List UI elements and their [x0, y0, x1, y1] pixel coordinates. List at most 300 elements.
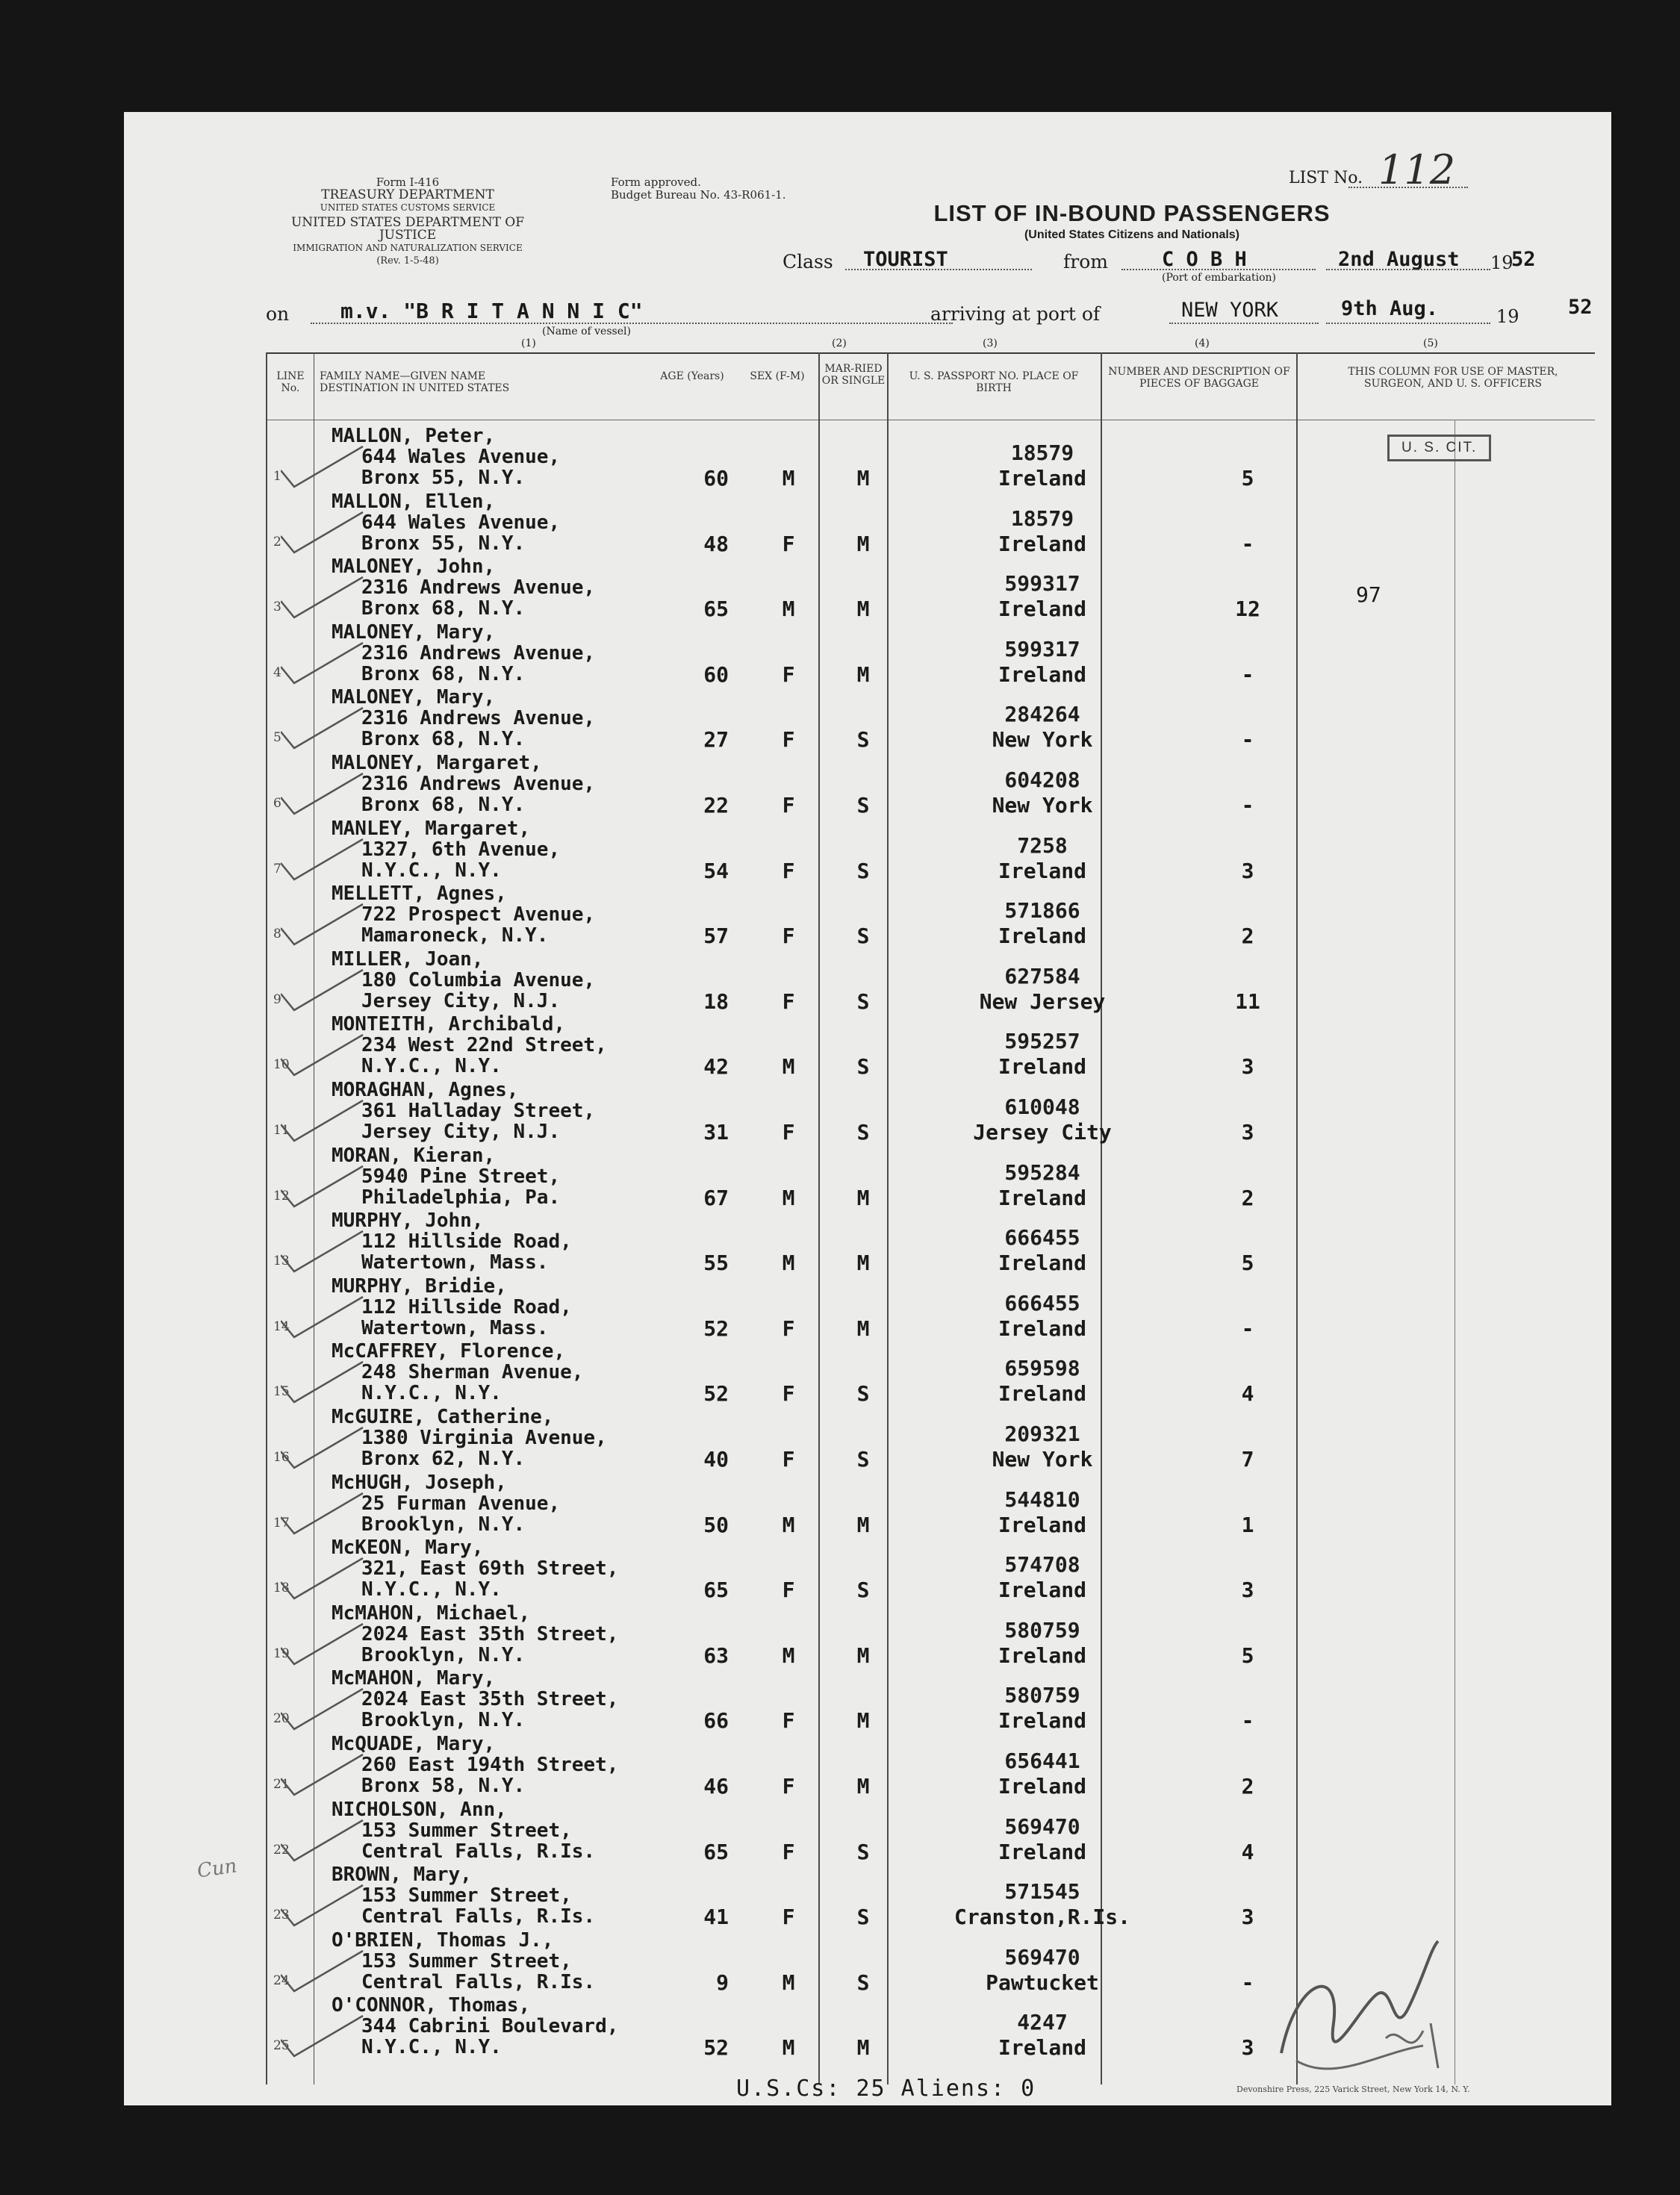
passenger-name: MELLETT, Agnes, — [332, 882, 507, 906]
age-value: 60 — [703, 466, 729, 491]
baggage-count: - — [1241, 1970, 1254, 1995]
marital-status: M — [856, 2035, 870, 2061]
address-street: 1327, 6th Avenue, — [361, 838, 561, 861]
revision-date: (Rev. 1-5-48) — [376, 255, 439, 267]
passport-number: 544810 — [1004, 1486, 1080, 1512]
treasury-department: TREASURY DEPARTMENT — [321, 187, 494, 202]
address-city: Bronx 68, N.Y. — [361, 794, 526, 816]
justice-department: UNITED STATES DEPARTMENT OF JUSTICE — [290, 215, 525, 243]
passenger-name: McMAHON, Mary, — [332, 1667, 496, 1690]
place-of-birth: Ireland — [998, 1185, 1086, 1210]
place-of-birth: New York — [992, 1447, 1093, 1472]
place-of-birth: Ireland — [998, 1643, 1086, 1668]
place-of-birth: Jersey City — [973, 1120, 1112, 1145]
passport-number: 599317 — [1004, 571, 1080, 597]
passenger-row — [124, 818, 1611, 884]
sex-value: M — [782, 1512, 795, 1537]
marital-status: M — [856, 1643, 870, 1668]
vessel-line — [311, 323, 953, 324]
baggage-count: 11 — [1235, 988, 1260, 1014]
passport-number: 574708 — [1004, 1552, 1080, 1578]
age-value: 40 — [703, 1447, 729, 1472]
address-street: 248 Sherman Avenue, — [361, 1361, 584, 1384]
place-of-birth: Ireland — [998, 1774, 1086, 1799]
header-passport: U. S. PASSPORT NO. PLACE OF BIRTH — [909, 370, 1079, 394]
signature-scrawl — [1251, 1934, 1475, 2098]
age-value: 54 — [703, 858, 729, 883]
passport-number: 571866 — [1004, 898, 1080, 924]
check-mark-icon — [281, 1618, 370, 1670]
address-city: Central Falls, R.Is. — [361, 1905, 596, 1928]
header-officers: THIS COLUMN FOR USE OF MASTER, SURGEON, AND U. S. OFFICERS — [1348, 366, 1558, 390]
address-street: 260 East 194th Street, — [361, 1754, 619, 1776]
sex-value: M — [782, 1185, 795, 1210]
address-city: Bronx 68, N.Y. — [361, 662, 526, 685]
check-mark-icon — [281, 1879, 370, 1931]
check-mark-icon — [281, 1683, 370, 1735]
address-street: 2316 Andrews Avenue, — [361, 773, 596, 795]
passenger-name: NICHOLSON, Ann, — [332, 1798, 507, 1821]
address-street: 234 West 22nd Street, — [361, 1034, 607, 1057]
passenger-name: McQUADE, Mary, — [332, 1733, 496, 1755]
check-mark-icon — [281, 1422, 370, 1474]
baggage-count: - — [1241, 531, 1254, 556]
address-street: 2316 Andrews Avenue, — [361, 641, 596, 664]
place-of-birth: Ireland — [998, 2035, 1086, 2061]
age-value: 52 — [703, 1316, 729, 1341]
passenger-name: MURPHY, Bridie, — [332, 1274, 507, 1298]
place-of-birth: Ireland — [998, 531, 1086, 556]
sex-value: F — [782, 1774, 795, 1799]
address-city: Bronx 58, N.Y. — [361, 1775, 526, 1797]
address-city: N.Y.C., N.Y. — [361, 859, 502, 882]
check-mark-icon — [281, 637, 370, 689]
check-mark-icon — [281, 702, 370, 754]
line-number: 8 — [273, 927, 281, 942]
passport-number: 595257 — [1004, 1029, 1080, 1054]
passport-number: 18579 — [1010, 505, 1074, 531]
line-number: 25 — [273, 2038, 290, 2054]
arrival-date: 9th Aug. — [1341, 297, 1439, 320]
sex-value: F — [782, 727, 795, 753]
passport-number: 284264 — [1004, 702, 1080, 727]
baggage-count: 5 — [1241, 1643, 1254, 1668]
address-city: Brooklyn, N.Y. — [361, 1643, 526, 1666]
baggage-count: 3 — [1241, 1905, 1254, 1930]
passport-number: 666455 — [1004, 1225, 1080, 1251]
passenger-name: McKEON, Mary, — [332, 1536, 484, 1560]
age-value: 9 — [716, 1970, 729, 1995]
baggage-count: 3 — [1241, 1578, 1254, 1603]
check-mark-icon — [281, 1552, 370, 1604]
check-mark-icon — [281, 1291, 370, 1343]
arrival-year: 52 — [1568, 296, 1593, 319]
sex-value: F — [782, 988, 795, 1014]
check-mark-icon — [281, 1095, 370, 1147]
marital-status: S — [856, 1970, 870, 1995]
marital-status: S — [856, 1905, 870, 1930]
col-number-4: (4) — [1195, 337, 1210, 349]
address-street: 5940 Pine Street, — [361, 1165, 561, 1188]
passenger-name: MALONEY, John, — [332, 555, 496, 579]
address-street: 644 Wales Avenue, — [361, 511, 561, 534]
address-city: Central Falls, R.Is. — [361, 1970, 596, 1993]
marital-status: S — [856, 1447, 870, 1472]
place-of-birth: Ireland — [998, 1512, 1086, 1537]
header-line-no: LINE No. — [276, 370, 305, 394]
address-street: 644 Wales Avenue, — [361, 446, 561, 468]
address-city: Bronx 55, N.Y. — [361, 467, 526, 489]
line-number: 13 — [273, 1254, 290, 1269]
passenger-name: MALONEY, Mary, — [332, 620, 496, 644]
passport-number: 656441 — [1004, 1749, 1080, 1773]
address-city: Central Falls, R.Is. — [361, 1840, 596, 1863]
passenger-name: McHUGH, Joseph, — [332, 1471, 507, 1494]
age-value: 66 — [703, 1708, 729, 1734]
passenger-row — [124, 491, 1611, 557]
passenger-row — [124, 1799, 1611, 1865]
age-value: 55 — [703, 1251, 729, 1276]
vessel-note: (Name of vessel) — [542, 326, 631, 337]
arriving-label: arriving at port of — [930, 303, 1101, 325]
ins-service: IMMIGRATION AND NATURALIZATION SERVICE — [293, 243, 523, 253]
passport-number: 569470 — [1004, 1944, 1080, 1970]
check-mark-icon — [281, 833, 370, 885]
sex-value: F — [782, 793, 795, 818]
place-of-birth: Ireland — [998, 466, 1086, 491]
check-mark-icon — [281, 1749, 370, 1801]
address-city: Watertown, Mass. — [361, 1316, 549, 1339]
passenger-name: O'CONNOR, Thomas, — [332, 1994, 531, 2017]
passenger-row — [124, 1341, 1611, 1407]
document-title: LIST OF IN-BOUND PASSENGERS — [933, 200, 1331, 226]
marital-status: M — [856, 597, 870, 622]
check-mark-icon — [281, 1160, 370, 1212]
baggage-count: 3 — [1241, 2035, 1254, 2061]
age-value: 65 — [703, 1578, 729, 1603]
passenger-row — [124, 1014, 1611, 1080]
passenger-row — [124, 687, 1611, 753]
passport-number: 666455 — [1004, 1290, 1080, 1316]
passport-number: 571545 — [1004, 1879, 1080, 1905]
address-street: 153 Summer Street, — [361, 1819, 572, 1842]
place-of-birth: Ireland — [998, 1251, 1086, 1276]
passenger-name: MALONEY, Mary, — [332, 686, 496, 709]
from-port: C O B H — [1162, 248, 1247, 271]
address-street: 112 Hillside Road, — [361, 1295, 572, 1318]
address-city: N.Y.C., N.Y. — [361, 1382, 502, 1405]
passport-number: 209321 — [1004, 1422, 1080, 1446]
sex-value: M — [782, 1970, 795, 1995]
baggage-count: - — [1241, 1708, 1254, 1734]
line-number: 11 — [273, 1123, 290, 1138]
passenger-name: MALONEY, Margaret, — [332, 752, 542, 774]
passport-number: 604208 — [1004, 768, 1080, 792]
sex-value: F — [782, 531, 795, 556]
passenger-list-document — [124, 112, 1611, 2105]
passenger-row — [124, 1145, 1611, 1211]
check-mark-icon — [281, 768, 370, 820]
age-value: 52 — [703, 2035, 729, 2061]
place-of-birth: Ireland — [998, 924, 1086, 949]
address-street: 2316 Andrews Avenue, — [361, 576, 596, 600]
age-value: 50 — [703, 1512, 729, 1537]
address-street: 1380 Virginia Avenue, — [361, 1427, 607, 1449]
sex-value: F — [782, 924, 795, 949]
baggage-count: 4 — [1241, 1381, 1254, 1407]
date-line — [1326, 269, 1490, 270]
header-baggage: NUMBER AND DESCRIPTION OF PIECES OF BAGGAGE — [1108, 366, 1290, 390]
passport-number: 569470 — [1004, 1813, 1080, 1839]
table-top-rule — [266, 352, 1595, 354]
check-mark-icon — [281, 1225, 370, 1277]
place-of-birth: Ireland — [998, 1839, 1086, 1864]
arrival-port: NEW YORK — [1181, 299, 1279, 322]
class-value: TOURIST — [863, 248, 948, 271]
age-value: 41 — [703, 1905, 729, 1930]
passenger-row — [124, 1537, 1611, 1603]
line-number: 23 — [273, 1908, 290, 1923]
marital-status: S — [856, 858, 870, 883]
baggage-count: - — [1241, 727, 1254, 753]
place-of-birth: Ireland — [998, 858, 1086, 883]
sex-value: F — [782, 1839, 795, 1864]
marital-status: M — [856, 466, 870, 491]
line-number: 22 — [273, 1842, 290, 1858]
passenger-row — [124, 622, 1611, 688]
baggage-count: 12 — [1235, 597, 1260, 622]
passport-number: 580759 — [1004, 1683, 1080, 1708]
address-city: Bronx 68, N.Y. — [361, 728, 526, 751]
sex-value: M — [782, 1643, 795, 1668]
officer-note: 97 — [1356, 582, 1381, 607]
baggage-count: 2 — [1241, 924, 1254, 949]
place-of-birth: New York — [992, 727, 1093, 753]
baggage-count: 5 — [1241, 1251, 1254, 1276]
address-city: Brooklyn, N.Y. — [361, 1513, 526, 1536]
address-city: Bronx 68, N.Y. — [361, 597, 526, 620]
address-street: 112 Hillside Road, — [361, 1230, 572, 1254]
passenger-name: McCAFFREY, Florence, — [332, 1340, 566, 1363]
passenger-row — [124, 426, 1611, 491]
place-of-birth: Ireland — [998, 1054, 1086, 1080]
arrival-date-line — [1326, 323, 1490, 324]
passport-number: 580759 — [1004, 1617, 1080, 1643]
passport-number: 18579 — [1010, 440, 1074, 465]
line-number: 24 — [273, 1973, 290, 1988]
marital-status: M — [856, 1185, 870, 1210]
line-number: 10 — [273, 1057, 290, 1073]
check-mark-icon — [281, 506, 370, 558]
marital-status: S — [856, 1381, 870, 1407]
marital-status: S — [856, 1054, 870, 1080]
place-of-birth: Cranston,R.Is. — [953, 1905, 1130, 1930]
address-street: 344 Cabrini Boulevard, — [361, 2015, 619, 2038]
line-number: 6 — [273, 796, 281, 811]
passenger-name: MORAN, Kieran, — [332, 1144, 496, 1167]
passport-number: 599317 — [1004, 636, 1080, 661]
sex-value: F — [782, 858, 795, 883]
line-number: 17 — [273, 1515, 290, 1531]
passenger-row — [124, 1080, 1611, 1145]
age-value: 18 — [703, 988, 729, 1014]
address-city: Bronx 55, N.Y. — [361, 532, 526, 555]
marital-status: M — [856, 1774, 870, 1799]
baggage-count: 3 — [1241, 1054, 1254, 1080]
place-of-birth: New York — [992, 793, 1093, 818]
line-number: 3 — [273, 600, 281, 615]
age-value: 48 — [703, 531, 729, 556]
col-number-5: (5) — [1423, 337, 1438, 349]
passenger-row — [124, 753, 1611, 818]
passenger-name: McGUIRE, Catherine, — [332, 1406, 554, 1428]
line-number: 2 — [273, 534, 281, 549]
address-city: N.Y.C., N.Y. — [361, 1578, 502, 1601]
form-number: Form I-416 — [376, 175, 440, 189]
passenger-row — [124, 1210, 1611, 1276]
header-age: AGE (Years) — [660, 370, 724, 382]
address-street: 2316 Andrews Avenue, — [361, 707, 596, 730]
passenger-row — [124, 949, 1611, 1015]
marital-status: S — [856, 924, 870, 949]
passport-number: 4247 — [1017, 2010, 1068, 2035]
check-mark-icon — [281, 1945, 370, 1997]
check-mark-icon — [281, 1356, 370, 1408]
address-city: N.Y.C., N.Y. — [361, 2036, 502, 2059]
sex-value: F — [782, 1578, 795, 1603]
passenger-row — [124, 1668, 1611, 1734]
line-number: 9 — [273, 991, 281, 1007]
passenger-name: MORAGHAN, Agnes, — [332, 1079, 519, 1101]
baggage-count: 3 — [1241, 858, 1254, 883]
list-number-label: LIST No. — [1289, 169, 1363, 187]
address-street: 321, East 69th Street, — [361, 1557, 619, 1581]
sex-value: F — [782, 1447, 795, 1472]
marital-status: S — [856, 988, 870, 1014]
baggage-count: - — [1241, 661, 1254, 687]
sex-value: M — [782, 597, 795, 622]
address-street: 180 Columbia Avenue, — [361, 968, 596, 991]
margin-handwriting: Cun — [196, 1855, 239, 1883]
marital-status: S — [856, 1120, 870, 1145]
check-mark-icon — [281, 1487, 370, 1539]
year-prefix: 19 — [1490, 252, 1513, 273]
passenger-name: MILLER, Joan, — [332, 947, 484, 971]
passenger-row — [124, 1407, 1611, 1472]
line-number: 20 — [273, 1711, 290, 1727]
place-of-birth: Ireland — [998, 1578, 1086, 1603]
sex-value: F — [782, 1316, 795, 1341]
port-embarkation-note: (Port of embarkation) — [1162, 272, 1276, 284]
age-value: 57 — [703, 924, 729, 949]
marital-status: M — [856, 1251, 870, 1276]
check-mark-icon — [281, 898, 370, 950]
passenger-row — [124, 1276, 1611, 1342]
sex-value: F — [782, 1381, 795, 1407]
address-street: 25 Furman Avenue, — [361, 1492, 561, 1515]
sex-value: M — [782, 2035, 795, 2061]
budget-bureau: Budget Bureau No. 43-R061-1. — [611, 188, 786, 202]
address-city: Philadelphia, Pa. — [361, 1186, 561, 1209]
sex-value: M — [782, 466, 795, 491]
passenger-row — [124, 1472, 1611, 1538]
line-number: 5 — [273, 730, 281, 746]
marital-status: S — [856, 727, 870, 753]
check-mark-icon — [281, 1814, 370, 1866]
age-value: 27 — [703, 727, 729, 753]
marital-status: M — [856, 1708, 870, 1734]
col-number-1: (1) — [521, 337, 536, 349]
age-value: 22 — [703, 793, 729, 818]
marital-status: S — [856, 1839, 870, 1864]
passenger-row — [124, 556, 1611, 622]
us-citizen-stamp: U. S. CIT. — [1387, 435, 1491, 461]
passport-number: 595284 — [1004, 1159, 1080, 1185]
marital-status: M — [856, 1512, 870, 1537]
passport-number: 659598 — [1004, 1356, 1080, 1381]
form-approved: Form approved. — [611, 175, 701, 189]
baggage-count: 5 — [1241, 466, 1254, 491]
marital-status: S — [856, 1578, 870, 1603]
marital-status: S — [856, 793, 870, 818]
passport-number: 610048 — [1004, 1095, 1080, 1119]
baggage-count: 3 — [1241, 1120, 1254, 1145]
header-sex: SEX (F-M) — [750, 370, 805, 382]
vessel-name: m.v. "B R I T A N N I C" — [340, 299, 643, 323]
check-mark-icon — [281, 2010, 370, 2062]
place-of-birth: Ireland — [998, 661, 1086, 687]
place-of-birth: Ireland — [998, 1381, 1086, 1407]
check-mark-icon — [281, 1029, 370, 1081]
arrival-port-line — [1169, 323, 1319, 324]
place-of-birth: Ireland — [998, 597, 1086, 622]
line-number: 21 — [273, 1777, 290, 1792]
passenger-row — [124, 1864, 1611, 1930]
line-number: 18 — [273, 1581, 290, 1596]
passenger-name: MURPHY, John, — [332, 1209, 484, 1233]
passport-number: 627584 — [1004, 963, 1080, 988]
printer-imprint: Devonshire Press, 225 Varick Street, New York 14, N. Y. — [1236, 2085, 1470, 2094]
passenger-name: BROWN, Mary, — [332, 1864, 472, 1887]
line-number: 15 — [273, 1384, 290, 1400]
line-number: 19 — [273, 1646, 290, 1661]
customs-service: UNITED STATES CUSTOMS SERVICE — [320, 202, 496, 213]
passenger-row — [124, 883, 1611, 949]
address-street: 722 Prospect Avenue, — [361, 903, 596, 927]
place-of-birth: Pawtucket — [986, 1970, 1099, 1995]
passenger-name: MANLEY, Margaret, — [332, 817, 531, 840]
baggage-count: 1 — [1241, 1512, 1254, 1537]
address-city: N.Y.C., N.Y. — [361, 1055, 502, 1078]
passenger-name: McMAHON, Michael, — [332, 1601, 531, 1625]
sex-value: M — [782, 1251, 795, 1276]
line-number: 1 — [273, 469, 281, 484]
year-value: 52 — [1511, 248, 1536, 271]
age-value: 60 — [703, 661, 729, 687]
address-street: 153 Summer Street, — [361, 1949, 572, 1973]
place-of-birth: Ireland — [998, 1708, 1086, 1734]
sex-value: F — [782, 1708, 795, 1734]
baggage-count: 4 — [1241, 1839, 1254, 1864]
passport-number: 7258 — [1017, 832, 1068, 858]
departure-date: 2nd August — [1338, 248, 1460, 271]
address-city: Bronx 62, N.Y. — [361, 1448, 526, 1470]
age-value: 63 — [703, 1643, 729, 1668]
address-street: 2024 East 35th Street, — [361, 1688, 619, 1711]
baggage-count: - — [1241, 1316, 1254, 1341]
baggage-count: - — [1241, 793, 1254, 818]
address-city: Brooklyn, N.Y. — [361, 1709, 526, 1732]
